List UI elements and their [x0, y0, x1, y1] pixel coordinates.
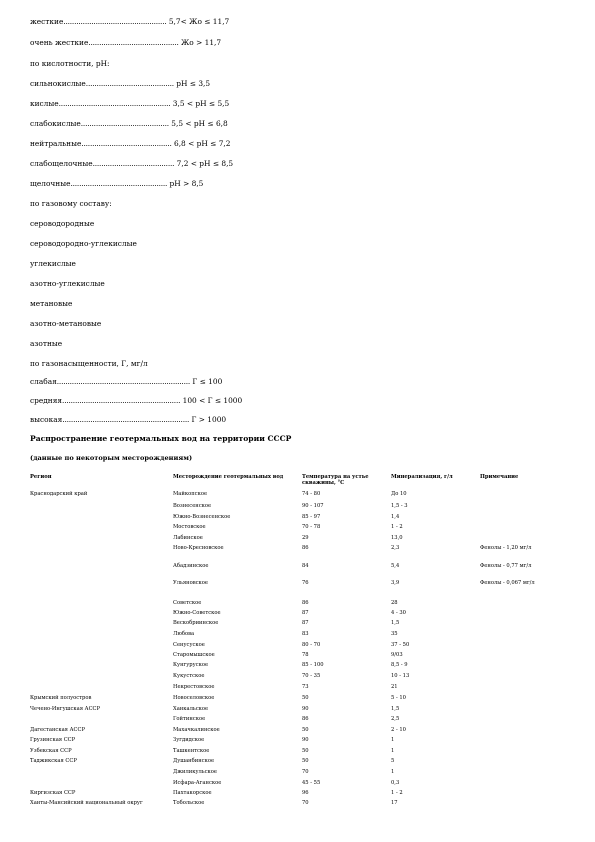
classification-line-13 [30, 279, 105, 288]
deposit-cell: Джиликульское [173, 769, 217, 775]
note-cell: Фенолы - 0,77 мг/л [480, 563, 532, 569]
mineralization-cell: 8,5 - 9 [391, 662, 408, 668]
line-label: высокая [30, 415, 63, 424]
mineralization-cell: 2 - 10 [391, 727, 406, 733]
mineralization-cell: 4 - 30 [391, 610, 406, 616]
line-value: Г > 1000 [191, 415, 227, 424]
deposit-cell: Любова [173, 631, 195, 637]
deposit-cell: Советское [173, 600, 202, 606]
mineralization-cell: 1,5 [391, 620, 400, 626]
temperature-cell: 78 [302, 652, 309, 658]
temperature-cell: 85 - 100 [302, 662, 324, 668]
temperature-cell: 74 - 80 [302, 491, 321, 497]
leader-dots: ......................................... [85, 79, 174, 88]
leader-dots: ......................................... [80, 119, 169, 128]
region-cell: Крымский полуостров [30, 695, 92, 701]
line-value: 100 < Г ≤ 1000 [182, 396, 243, 405]
deposit-cell: Майкопское [173, 491, 208, 497]
line-label: азотные [30, 339, 63, 348]
note-cell: Фенолы - 0,067 мг/л [480, 580, 535, 586]
line-label: сероводородно-углекислые [30, 239, 137, 248]
line-label: очень жесткие [30, 38, 89, 47]
classification-line-12 [30, 259, 76, 268]
classification-line-4 [30, 99, 229, 108]
line-value: 7,2 < рН ≤ 8,5 [176, 159, 234, 168]
deposit-cell: Старомышское [173, 652, 215, 658]
deposit-cell: Гойтинское [173, 716, 206, 722]
line-value: 6,8 < рН ≤ 7,2 [174, 139, 231, 148]
line-value: Жо > 11,7 [180, 38, 222, 47]
line-label: сероводородные [30, 219, 95, 228]
temperature-cell: 87 [302, 610, 309, 616]
deposit-cell: Ново-Кресновское [173, 545, 224, 551]
mineralization-cell: 2,3 [391, 545, 400, 551]
leader-dots: .............................................................. [56, 377, 191, 386]
classification-line-0 [30, 17, 229, 26]
line-value: 3,5 < рН ≤ 5,5 [172, 99, 230, 108]
temperature-cell: 45 - 55 [302, 780, 321, 786]
mineralization-cell: 2,5 [391, 716, 400, 722]
table-subheading: (данные по некоторым месторождениям) [30, 454, 193, 462]
classification-line-7 [30, 159, 233, 168]
deposit-cell: Тобольское [173, 800, 205, 806]
mineralization-cell: 13,0 [391, 535, 403, 541]
mineralization-cell: 21 [391, 684, 398, 690]
deposit-cell: Лабинское [173, 535, 203, 541]
leader-dots: .......................................... [88, 38, 179, 47]
table-heading: Распространение геотермальных вод на территории СССР [30, 434, 292, 443]
line-label: щелочные [30, 179, 71, 188]
temperature-cell: 29 [302, 535, 309, 541]
classification-line-1 [30, 38, 221, 47]
deposit-cell: Вескобриинское [173, 620, 219, 626]
column-header-temperature: Температура на устье скважины, °С [302, 474, 369, 486]
classification-line-18 [30, 377, 222, 386]
deposit-cell: Кунгуруское [173, 662, 209, 668]
region-cell: Краснодарский край [30, 491, 88, 497]
region-cell: Грузинская ССР [30, 737, 76, 743]
region-cell: Таджикская ССР [30, 758, 77, 764]
mineralization-cell: 5 [391, 758, 395, 764]
line-label: углекислые [30, 259, 76, 268]
temperature-cell: 96 [302, 790, 309, 796]
temperature-cell: 86 [302, 716, 309, 722]
line-label: по газонасыщенности, Г, мг/л [30, 359, 148, 368]
temperature-cell: 70 - 35 [302, 673, 321, 679]
column-header-deposit: Месторождение геотермальных вод [173, 474, 284, 480]
line-label: слабая [30, 377, 57, 386]
temperature-cell: 70 [302, 800, 309, 806]
deposit-cell: Душанбинское [173, 758, 215, 764]
mineralization-cell: 3,9 [391, 580, 400, 586]
temperature-cell: 73 [302, 684, 309, 690]
deposit-cell: Махачкалинское [173, 727, 220, 733]
mineralization-cell: 1,5 [391, 706, 400, 712]
line-label: метановые [30, 299, 73, 308]
deposit-cell: Южно-Советское [173, 610, 221, 616]
line-label: сильнокислые [30, 79, 86, 88]
column-header-note: Примечание [480, 474, 519, 480]
classification-line-19 [30, 396, 242, 405]
mineralization-cell: 5,4 [391, 563, 400, 569]
classification-line-6 [30, 139, 230, 148]
mineralization-cell: 28 [391, 600, 398, 606]
line-label: кислые [30, 99, 59, 108]
mineralization-cell: 10 - 13 [391, 673, 410, 679]
leader-dots: ...................................... [92, 159, 175, 168]
mineralization-cell: 1 [391, 737, 395, 743]
classification-line-14 [30, 299, 72, 308]
mineralization-cell: 0,3 [391, 780, 400, 786]
line-label: средняя [30, 396, 63, 405]
mineralization-cell: 1 [391, 748, 395, 754]
line-label: по газовому составу: [30, 199, 112, 208]
leader-dots: ............................................. [70, 179, 168, 188]
mineralization-cell: До 10 [391, 491, 407, 497]
mineralization-cell: 1,4 [391, 514, 400, 520]
leader-dots: .................................................... [58, 99, 171, 108]
mineralization-cell: 17 [391, 800, 398, 806]
column-header-mineralization: Минерализация, г/л [391, 474, 453, 480]
temperature-cell: 80 - 70 [302, 642, 321, 648]
note-cell: Фенолы - 1,20 мг/л [480, 545, 532, 551]
line-label: слабокислые [30, 119, 81, 128]
mineralization-cell: 1 - 2 [391, 790, 403, 796]
leader-dots: .......................................... [81, 139, 172, 148]
deposit-cell: Исфара-Аганское [173, 780, 222, 786]
deposit-cell: Вознесенское [173, 503, 212, 509]
region-cell: Дагестанская АССР [30, 727, 85, 733]
classification-line-20 [30, 415, 226, 424]
line-label: нейтральные [30, 139, 82, 148]
mineralization-cell: 1 [391, 769, 395, 775]
mineralization-cell: 37 - 50 [391, 642, 410, 648]
line-label: азотно-метановые [30, 319, 102, 328]
temperature-cell: 50 [302, 758, 309, 764]
line-value: рН ≤ 3,5 [176, 79, 211, 88]
temperature-cell: 86 [302, 545, 309, 551]
line-label: жесткие [30, 17, 64, 26]
mineralization-cell: 9/03 [391, 652, 403, 658]
deposit-cell: Сенусуское [173, 642, 205, 648]
mineralization-cell: 1 - 2 [391, 524, 403, 530]
classification-line-5 [30, 119, 228, 128]
mineralization-cell: 1,5 - 3 [391, 503, 408, 509]
leader-dots: ................................................ [63, 17, 167, 26]
classification-line-16 [30, 339, 62, 348]
line-value: 5,7< Жо ≤ 11,7 [168, 17, 230, 26]
temperature-cell: 76 [302, 580, 309, 586]
line-label: по кислотности, рН: [30, 59, 110, 68]
mineralization-cell: 5 - 10 [391, 695, 406, 701]
line-value: Г ≤ 100 [192, 377, 223, 386]
deposit-cell: Ханкальское [173, 706, 209, 712]
temperature-cell: 90 [302, 706, 309, 712]
classification-line-17 [30, 359, 148, 368]
classification-line-8 [30, 179, 203, 188]
mineralization-cell: 35 [391, 631, 398, 637]
line-value: 5,5 < рН ≤ 6,8 [171, 119, 228, 128]
classification-line-10 [30, 219, 94, 228]
region-cell: Ханты-Мансийский национальный округ [30, 800, 143, 806]
classification-line-3 [30, 79, 210, 88]
temperature-cell: 90 [302, 737, 309, 743]
leader-dots: ....................................................... [62, 396, 181, 405]
deposit-cell: Ташкентское [173, 748, 210, 754]
temperature-cell: 84 [302, 563, 309, 569]
line-label: слабощелочные [30, 159, 93, 168]
column-header-region: Регион [30, 474, 52, 480]
temperature-cell: 86 [302, 600, 309, 606]
deposit-cell: Абадзинское [173, 563, 209, 569]
region-cell: Чечено-Ингушская АССР [30, 706, 101, 712]
temperature-cell: 90 - 107 [302, 503, 324, 509]
temperature-cell: 50 [302, 748, 309, 754]
deposit-cell: Ульяновское [173, 580, 208, 586]
deposit-cell: Кукустское [173, 673, 205, 679]
classification-line-11 [30, 239, 137, 248]
temperature-cell: 83 [302, 631, 309, 637]
temperature-cell: 50 [302, 727, 309, 733]
line-value: рН > 8,5 [169, 179, 204, 188]
classification-line-15 [30, 319, 101, 328]
deposit-cell: Пахтакорское [173, 790, 212, 796]
temperature-cell: 70 - 78 [302, 524, 321, 530]
deposit-cell: Мостовское [173, 524, 206, 530]
temperature-cell: 85 - 97 [302, 514, 321, 520]
leader-dots: ........................................................... [62, 415, 190, 424]
deposit-cell: Новоселовское [173, 695, 215, 701]
classification-line-2 [30, 59, 110, 68]
line-label: азотно-углекислые [30, 279, 105, 288]
deposit-cell: Некрестовское [173, 684, 215, 690]
classification-line-9 [30, 199, 112, 208]
region-cell: Узбекская ССР [30, 748, 72, 754]
deposit-cell: Южно-Вознесенское [173, 514, 231, 520]
temperature-cell: 87 [302, 620, 309, 626]
region-cell: Киргизская ССР [30, 790, 76, 796]
temperature-cell: 50 [302, 695, 309, 701]
deposit-cell: Зугдидское [173, 737, 205, 743]
temperature-cell: 70 [302, 769, 309, 775]
